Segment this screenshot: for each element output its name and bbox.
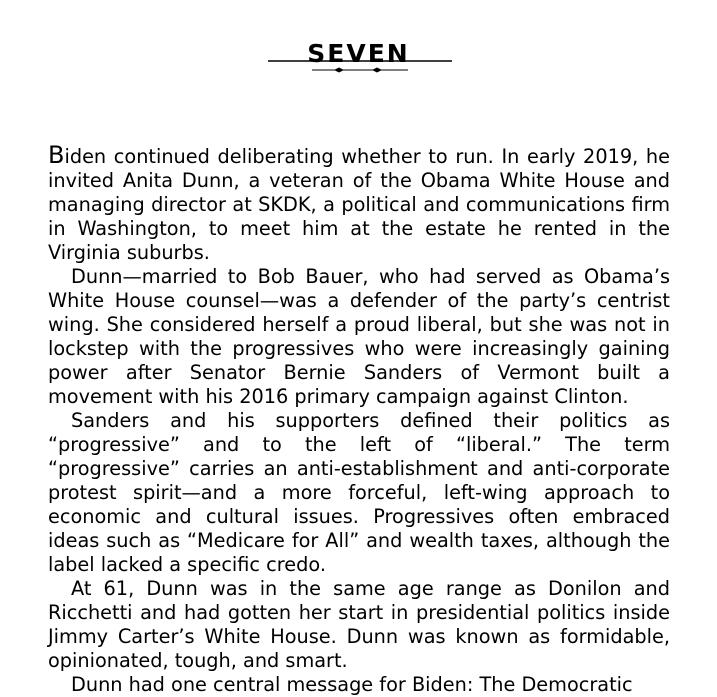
body-text: [48, 143, 670, 697]
paragraph-2: Dunn—married to Bob Bauer, who had served as Obama’s White House counsel—was a defender of the party’s centrist wing. She considered herself a proud liberal, but she was not in lockstep with the progressives who were increasingly gaining power after Senator Bernie Sanders of Vermont built a movement with his 2016 primary campaign against Clinton.: [48, 265, 670, 408]
ornament-left-diamond-icon: [334, 68, 344, 73]
chapter-title: SEVEN: [307, 38, 410, 68]
paragraph-3: Sanders and his supporters defined their politics as “progressive” and to the left of “liberal.” The term “progressive” carries an anti-establishment and anti-corporate protest spirit—and a more forceful, left-wing approach to economic and cultural issues. Progressives often embraced ideas such as “Medicare for All” and wealth taxes, although the label lacked a specific credo.: [48, 409, 670, 576]
ornament-right-diamond-icon: [372, 68, 382, 73]
chapter-ornament: [268, 59, 452, 75]
paragraph-1-text: iden continued deliberating whether to run. In early 2019, he invited Anita Dunn, a veteran of the Obama White House and managing director at SKDK, a political and communications firm in Washington, to meet him at the estate he rented in the Virginia suburbs.: [48, 145, 670, 264]
paragraph-1: [48, 143, 670, 265]
drop-cap: B: [48, 141, 65, 169]
paragraph-5: Dunn had one central message for Biden: The Democratic: [71, 673, 633, 696]
paragraph-4: At 61, Dunn was in the same age range as Donilon and Ricchetti and had gotten her start in presidential politics inside Jimmy Carter’s White House. Dunn was known as formidable, opinionated, tough, and smart.: [48, 577, 670, 672]
